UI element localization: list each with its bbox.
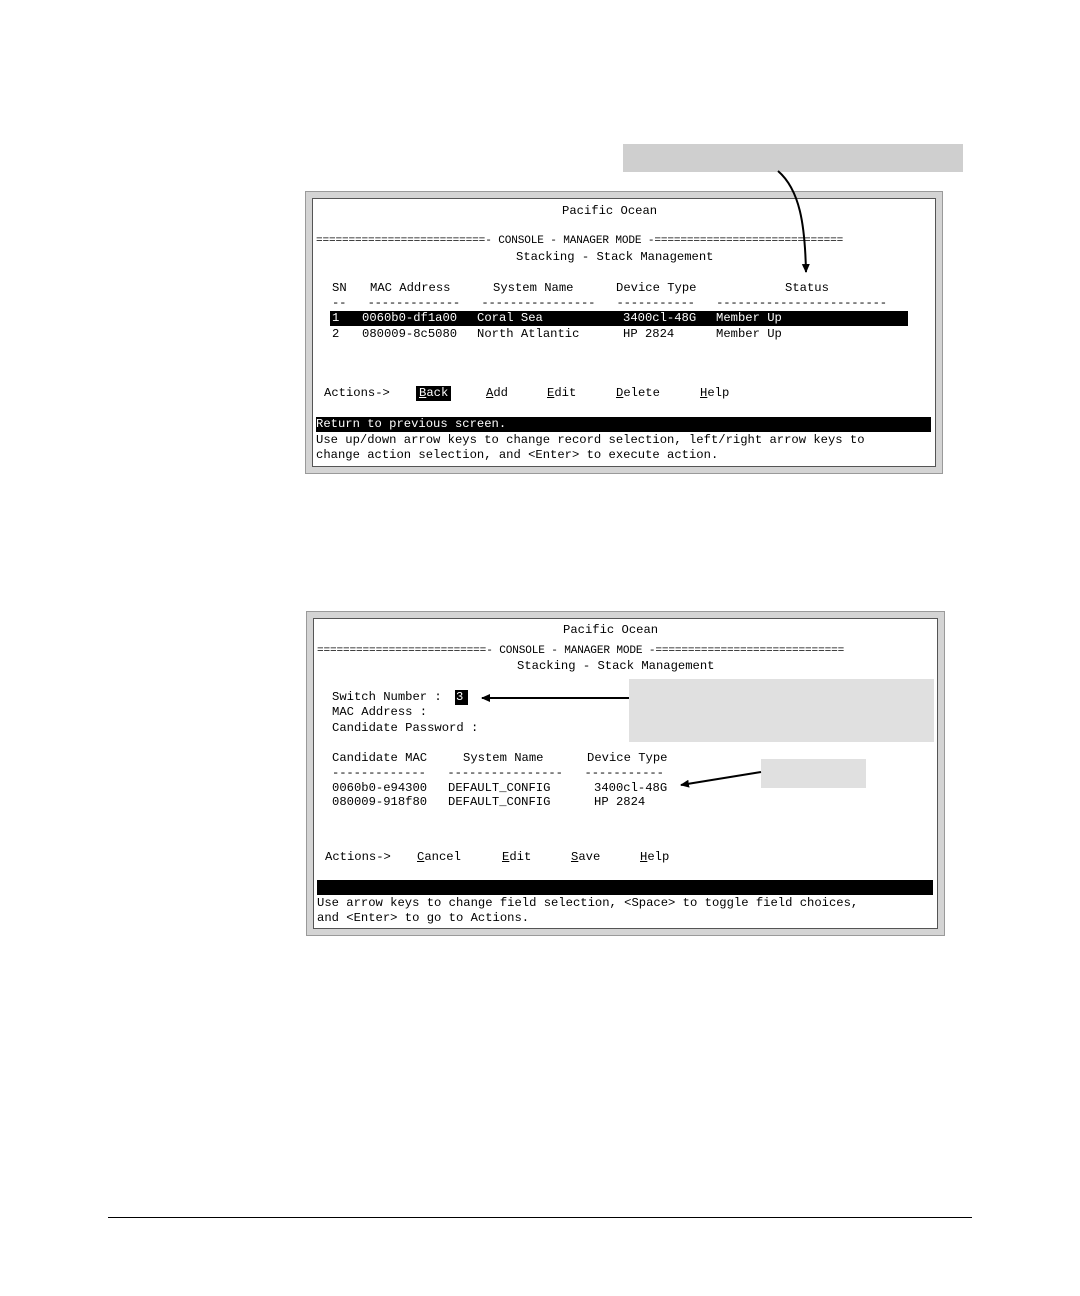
action-delete-rest: elete — [623, 386, 660, 400]
table-row-1-mac[interactable]: 0060b0-df1a00 — [362, 311, 458, 325]
action-edit-rest-2: dit — [509, 850, 532, 864]
candidate-row-1-sysname[interactable]: DEFAULT_CONFIG — [448, 781, 551, 795]
candidate-header-sysname: System Name — [463, 751, 544, 765]
actions-label: Actions-> — [324, 386, 390, 400]
help-text-line-1: Use up/down arrow keys to change record selection, left/right arrow keys to — [316, 433, 865, 447]
col-header-sn: SN — [332, 281, 347, 295]
help-text-line-1-2: Use arrow keys to change field selection, <Space> to toggle field choices, — [317, 896, 859, 910]
mode-line: ==========================- CONSOLE - MANAGER MODE -============================= — [316, 235, 844, 247]
help-text-line-2-2: and <Enter> to go to Actions. — [317, 911, 530, 925]
col-header-sysname: System Name — [493, 281, 574, 295]
action-delete-hotkey: D — [616, 386, 624, 400]
col-header-mac: MAC Address — [370, 281, 451, 295]
action-cancel-rest: ancel — [424, 850, 461, 864]
screen-title-2: Stacking - Stack Management — [517, 659, 715, 673]
switch-number-input[interactable]: 3 — [455, 690, 468, 705]
candidate-row-2-mac[interactable]: 080009-918f80 — [332, 795, 428, 809]
action-add-hotkey: A — [486, 386, 494, 400]
action-help-rest-2: elp — [647, 850, 670, 864]
col-header-devtype: Device Type — [616, 281, 697, 295]
status-callout-arrow — [778, 171, 806, 272]
action-help-hotkey: H — [700, 386, 708, 400]
mac-address-label: MAC Address : — [332, 705, 428, 719]
actions-label-2: Actions-> — [325, 850, 391, 864]
candidate-row-2-sysname[interactable]: DEFAULT_CONFIG — [448, 795, 551, 809]
candidate-header-rule: ------------- ---------------- ----------- — [332, 766, 664, 780]
table-row-2-devtype[interactable]: HP 2824 — [623, 327, 675, 341]
candidate-list-callout-arrow — [681, 772, 761, 785]
table-row-1-sn[interactable]: 1 — [332, 311, 340, 325]
switch-number-label: Switch Number : — [332, 690, 442, 704]
candidate-header-mac: Candidate MAC — [332, 751, 428, 765]
action-help-rest: elp — [707, 386, 730, 400]
table-row-2-sn[interactable]: 2 — [332, 327, 340, 341]
action-help-hotkey-2: H — [640, 850, 648, 864]
action-add-rest: dd — [493, 386, 508, 400]
action-edit-hotkey: E — [547, 386, 555, 400]
table-row-1-status[interactable]: Member Up — [716, 311, 782, 325]
table-row-1-devtype[interactable]: 3400cl-48G — [623, 311, 697, 325]
table-row-1-sysname[interactable]: Coral Sea — [477, 311, 543, 325]
action-edit-hotkey-2: E — [502, 850, 510, 864]
system-title-2: Pacific Ocean — [563, 623, 659, 637]
action-save-rest: ave — [578, 850, 601, 864]
action-save-hotkey: S — [571, 850, 579, 864]
action-back-rest: ack — [426, 386, 449, 400]
candidate-header-devtype: Device Type — [587, 751, 668, 765]
candidate-row-1-mac[interactable]: 0060b0-e94300 — [332, 781, 428, 795]
page-footer-rule — [108, 1217, 972, 1218]
candidate-row-2-devtype[interactable]: HP 2824 — [594, 795, 646, 809]
table-row-2-status[interactable]: Member Up — [716, 327, 782, 341]
candidate-password-label: Candidate Password : — [332, 721, 479, 735]
help-text-line-2: change action selection, and <Enter> to execute action. — [316, 448, 719, 462]
action-back-hotkey: B — [419, 386, 427, 400]
system-title: Pacific Ocean — [562, 204, 658, 218]
mode-line-2: ==========================- CONSOLE - MANAGER MODE -============================= — [317, 645, 845, 657]
screen-title: Stacking - Stack Management — [516, 250, 714, 264]
table-row-2-mac[interactable]: 080009-8c5080 — [362, 327, 458, 341]
col-header-status: Status — [785, 281, 829, 295]
action-edit-rest: dit — [554, 386, 577, 400]
status-message: Return to previous screen. — [316, 417, 507, 431]
candidate-row-1-devtype[interactable]: 3400cl-48G — [594, 781, 668, 795]
table-row-2-sysname[interactable]: North Atlantic — [477, 327, 580, 341]
action-cancel-hotkey: C — [417, 850, 425, 864]
header-rule: -- ------------- ---------------- ----------- ------------------------ — [332, 296, 887, 310]
